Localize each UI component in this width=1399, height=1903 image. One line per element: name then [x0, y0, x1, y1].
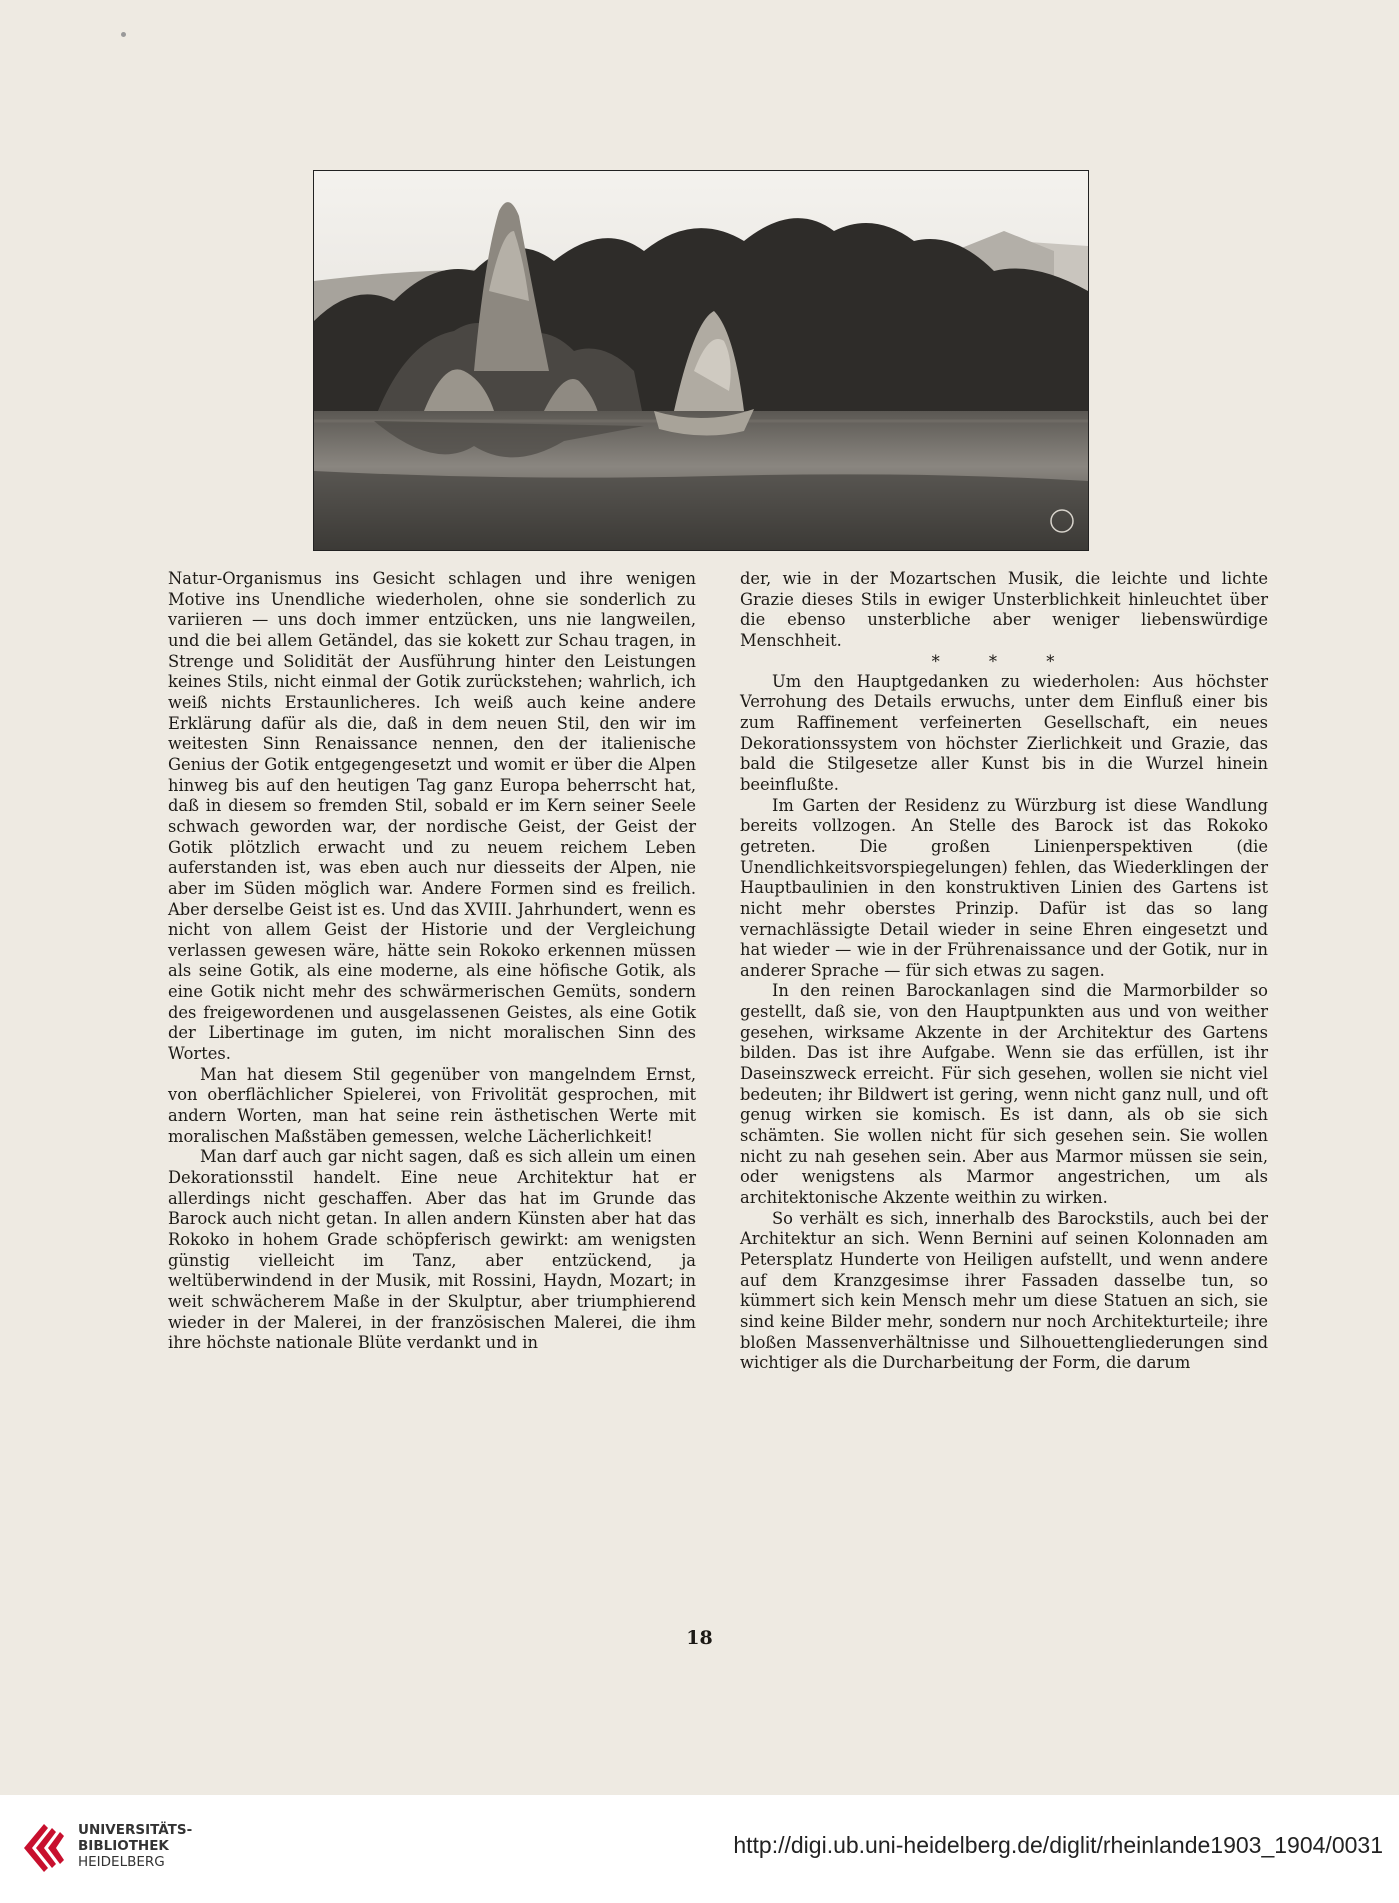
- paragraph: Im Garten der Residenz zu Würzburg ist diese Wandlung bereits vollzogen. An Stelle des Barock ist das Rokoko getreten. Die großen Linienperspektiven (die Unendlichkeitsvorspiegelungen) fehlen, das Wiederklingen der Hauptbaulinien in den konstruktiven Linien des Gartens ist nicht mehr oberstes Prinzip. Dafür ist das so lang vernachlässigte Detail wieder in seine Ehren eingesetzt und hat wieder — wie in der Frührenaissance und der Gotik, nur in anderer Sprache — für sich etwas zu sagen.: [740, 795, 1268, 980]
- paragraph-continuation: der, wie in der Mozartschen Musik, die leichte und lichte Grazie dieses Stils in ewiger Unsterblichkeit hinleuchtet über die ebenso unsterbliche aber weniger liebenswürdige Menschheit.: [740, 569, 1268, 650]
- paragraph: Man hat diesem Stil gegenüber von mangelndem Ernst, von oberflächlicher Spielerei, von Frivolität gesprochen, mit andern Worten, man hat seine rein ästhetischen Werte mit moralischen Maßstäben gemessen, welche Lächerlichkeit!: [168, 1064, 696, 1146]
- garden-photograph: [313, 170, 1089, 551]
- page-number: 18: [686, 1627, 713, 1649]
- paragraph: Um den Hauptgedanken zu wiederholen: Aus höchster Verrohung des Details erwuchs, unter dem Einfluß einer bis zum Raffinement verfeinerten Gesellschaft, ein neues Dekorationssystem von höchster Zierlichkeit und Grazie, das bald die Stilgesetze aller Kunst bis in die Wurzel hinein beeinflußte.: [740, 671, 1268, 794]
- left-text-column: [168, 569, 696, 1354]
- paragraph: Man darf auch gar nicht sagen, daß es sich allein um einen Dekorationsstil handelt. Eine neue Architektur hat er allerdings nicht geschaffen. Aber das hat im Grunde das Barock auch nicht getan. In allen andern Künsten aber hat das Rokoko in hohem Grade schöpferisch gewirkt: am wenigsten günstig vielleicht im Tanz, aber entzückend, ja weltüberwindend in der Musik, mit Rossini, Haydn, Mozart; in weit schwächerem Maße in der Skulptur, aber triumphierend wieder in der Malerei, in der französischen Malerei, die ihm ihre höchste nationale Blüte verdankt und in: [168, 1147, 696, 1353]
- library-logo-icon[interactable]: [18, 1818, 70, 1878]
- library-name[interactable]: UNIVERSITÄTS- BIBLIOTHEK HEIDELBERG: [78, 1822, 193, 1870]
- paragraph: In den reinen Barockanlagen sind die Marmorbilder so gestellt, daß sie, von den Hauptpunkten aus und von weither gesehen, wirksame Akzente in der Architektur des Gartens bilden. Das ist ihre Aufgabe. Wenn sie das erfüllen, ist ihr Daseinszweck erreicht. Für sich gesehen, wollen sie nicht viel bedeuten; ihr Bildwert ist gering, wenn nicht ganz null, und oft genug wirken sie komisch. Es ist dann, als ob sie sich schämten. Sie wollen nicht für sich gesehen sein. Sie wollen nicht zu nah gesehen sein. Aber aus Marmor müssen sie sein, oder wenigstens als Marmor angestrichen, um als architektonische Akzente weithin zu wirken.: [740, 981, 1268, 1208]
- scan-speck: [121, 32, 126, 37]
- paragraph: So verhält es sich, innerhalb des Barockstils, auch bei der Architektur an sich. Wenn Bernini auf seinen Kolonnaden am Petersplatz Hunderte von Heiligen aufstellt, und wenn andere auf dem Kranzgesimse ihrer Fassaden dasselbe tun, so kümmert sich kein Mensch mehr um diese Statuen an sich, sie sind keine Bilder mehr, sondern nur noch Architekturteile; ihre bloßen Massenverhältnisse und Silhouettengliederungen sind wichtiger als die Durcharbeitung der Form, die darum: [740, 1208, 1268, 1373]
- section-separator: * * *: [931, 651, 1077, 671]
- photo-illustration: [314, 171, 1088, 550]
- paragraph: Natur-Organismus ins Gesicht schlagen und ihre wenigen Motive ins Unendliche wiederholen, ohne sie sonderlich zu variieren — uns doch immer entzücken, uns nie langweilen, und die bei allem Getändel, das sie kokett zur Schau tragen, in Strenge und Solidität der Ausführung hinter den Leistungen keines Stils, nicht einmal der Gotik zurückstehen; wahrlich, ich weiß nichts Erstaunlicheres. Ich weiß auch keine andere Erklärung dafür als die, daß in dem neuen Stil, den wir im weitesten Sinn Renaissance nennen, den der italienische Genius der Gotik entgegengesetzt und womit er über die Alpen hinweg bis auf den heutigen Tag ganz Europa beherrscht hat, daß in diesem so fremden Stil, sobald er im Kern seiner Seele schwach geworden war, der nordische Geist, der Geist der Gotik plötzlich erwacht und zu neuem reichem Leben auferstanden ist, was eben auch nur diesseits der Alpen, nie aber im Süden möglich war. Andere Formen sind es freilich. Aber derselbe Geist ist es. Und das XVIII. Jahrhundert, wenn es nicht von allem Geist der Historie und der Vergleichung verlassen gewesen wäre, hätte sein Rokoko erkennen müssen als seine Gotik, als eine moderne, als eine höfische Gotik, als eine Gotik nicht mehr des schwärmerischen Gemüts, sondern des freigewordenen und ausgelassenen Geistes, als eine Gotik der Libertinage im guten, im nicht moralischen Sinn des Wortes.: [168, 569, 696, 1064]
- permalink-url[interactable]: http://digi.ub.uni-heidelberg.de/diglit/rheinlande1903_1904/0031: [733, 1832, 1383, 1858]
- right-text-column: [740, 569, 1268, 1374]
